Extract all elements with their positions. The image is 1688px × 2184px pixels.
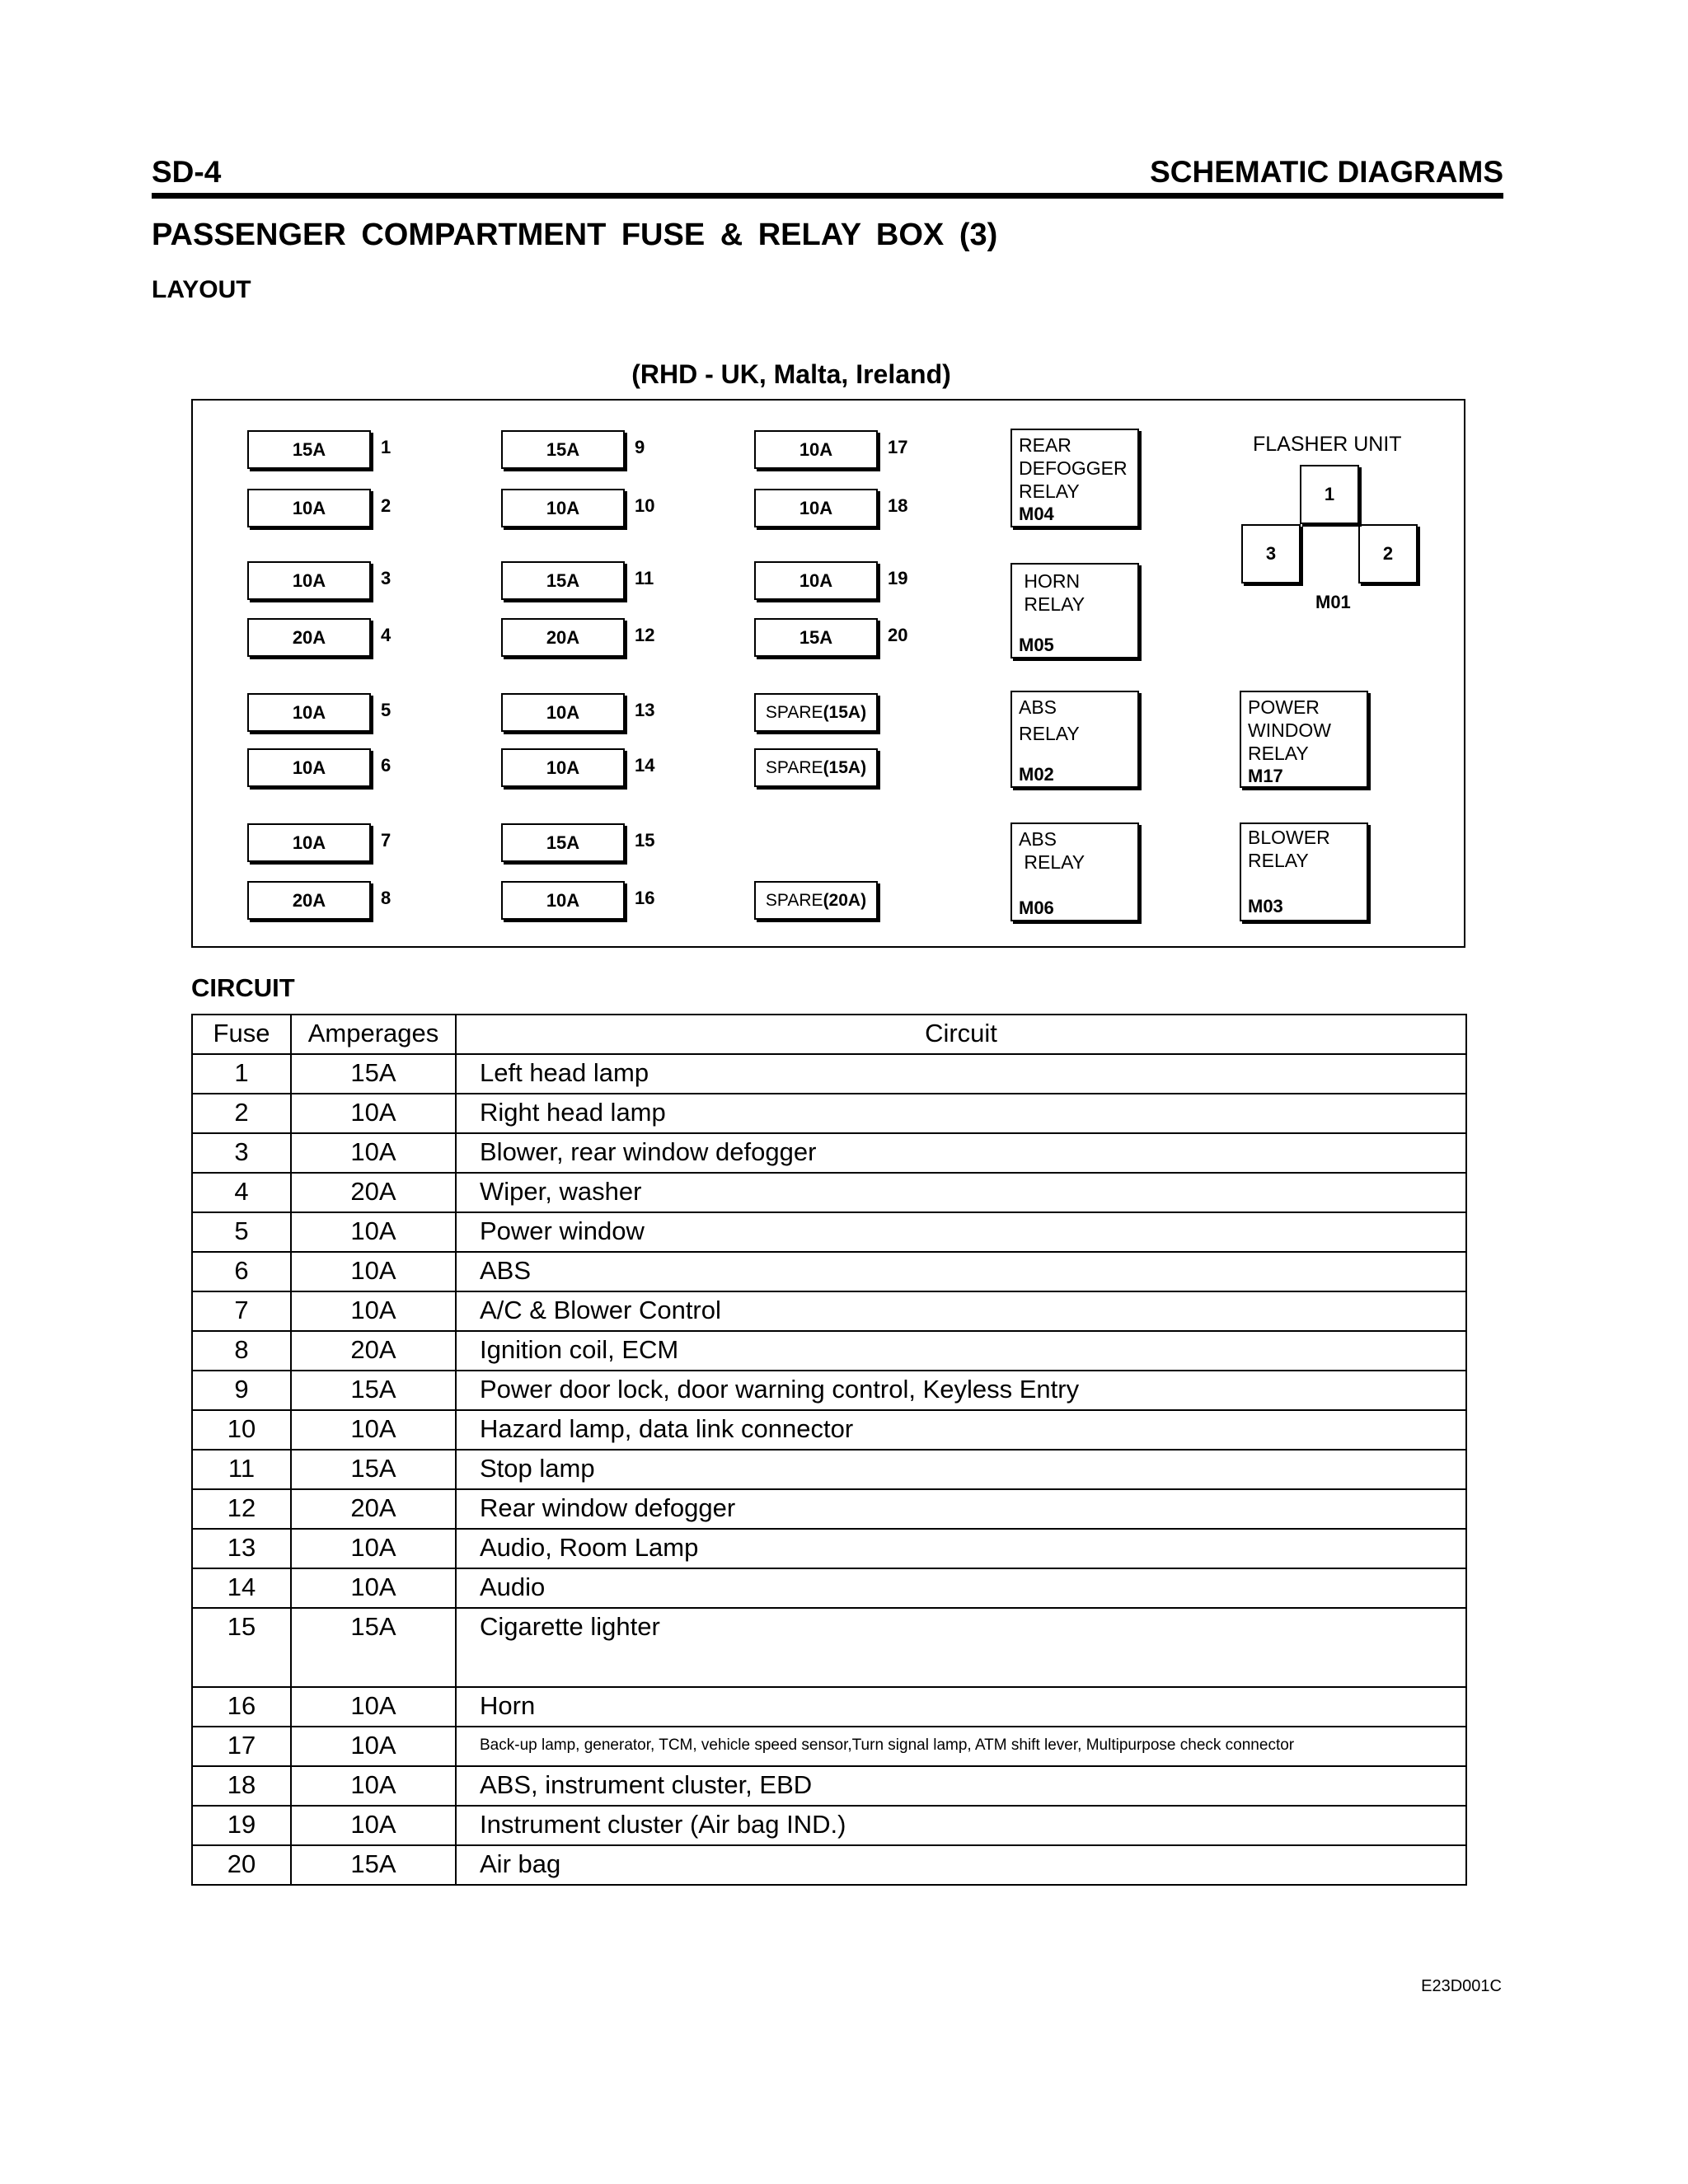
cell-fuse: 8 <box>192 1331 291 1371</box>
cell-amperage: 10A <box>291 1133 456 1173</box>
cell-fuse: 1 <box>192 1054 291 1094</box>
fuse-number-10: 10 <box>635 495 655 516</box>
table-row <box>192 1133 1466 1173</box>
page-title: PASSENGER COMPARTMENT FUSE & RELAY BOX (3) <box>152 218 998 252</box>
circuit-heading: CIRCUIT <box>191 973 295 1002</box>
cell-amperage: 10A <box>291 1094 456 1133</box>
fuse-number-15: 15 <box>635 830 655 851</box>
relay-code: M04 <box>1019 504 1054 524</box>
cell-amperage: 15A <box>291 1608 456 1687</box>
table-row <box>192 1806 1466 1845</box>
flasher-pin-1: 1 <box>1300 465 1359 524</box>
cell-fuse: 12 <box>192 1489 291 1529</box>
spare-label: SPARE <box>765 890 823 910</box>
cell-amperage: 20A <box>291 1331 456 1371</box>
cell-amperage: 15A <box>291 1054 456 1094</box>
table-row <box>192 1252 1466 1291</box>
relay-m06 <box>1010 823 1139 921</box>
cell-fuse: 19 <box>192 1806 291 1845</box>
fuse-18: 10A <box>754 489 878 527</box>
fuse-number-2: 2 <box>381 495 392 516</box>
table-header-row <box>192 1015 1466 1054</box>
cell-amperage: 20A <box>291 1489 456 1529</box>
fuse-15: 15A <box>501 823 625 862</box>
relay-label-line: HORN <box>1019 570 1081 592</box>
relay-label-line: RELAY <box>1019 851 1085 873</box>
cell-amperage: 15A <box>291 1371 456 1410</box>
relay-label-line: RELAY <box>1019 593 1085 615</box>
section-title: SCHEMATIC DIAGRAMS <box>1150 155 1503 189</box>
fuse-number-14: 14 <box>635 755 655 776</box>
fuse-number-12: 12 <box>635 625 655 645</box>
spare-fuse <box>754 748 878 787</box>
fuse-14: 10A <box>501 748 625 787</box>
fuse-number-7: 7 <box>381 830 392 851</box>
table-row <box>192 1371 1466 1410</box>
cell-amperage: 10A <box>291 1766 456 1806</box>
cell-amperage: 20A <box>291 1173 456 1212</box>
cell-circuit: Rear window defogger <box>456 1489 1466 1529</box>
cell-fuse: 10 <box>192 1410 291 1450</box>
cell-circuit: Air bag <box>456 1845 1466 1885</box>
table-row <box>192 1766 1466 1806</box>
relay-m05 <box>1010 563 1139 658</box>
relay-label-line: WINDOW <box>1248 719 1331 741</box>
cell-fuse: 5 <box>192 1212 291 1252</box>
fuse-number-1: 1 <box>381 437 392 457</box>
cell-fuse: 14 <box>192 1568 291 1608</box>
cell-fuse: 20 <box>192 1845 291 1885</box>
column-header-amperages: Amperages <box>291 1015 456 1054</box>
column-header-circuit: Circuit <box>456 1015 1466 1054</box>
fuse-number-9: 9 <box>635 437 645 457</box>
fuse-2: 10A <box>247 489 371 527</box>
table-row <box>192 1173 1466 1212</box>
fuse-13: 10A <box>501 693 625 732</box>
cell-circuit: Horn <box>456 1687 1466 1727</box>
table-row <box>192 1054 1466 1094</box>
cell-circuit: ABS, instrument cluster, EBD <box>456 1766 1466 1806</box>
fuse-number-4: 4 <box>381 625 392 645</box>
cell-amperage: 10A <box>291 1727 456 1766</box>
fuse-5: 10A <box>247 693 371 732</box>
cell-circuit: Hazard lamp, data link connector <box>456 1410 1466 1450</box>
relay-m04 <box>1010 429 1139 527</box>
spare-rating: (15A) <box>823 702 867 722</box>
fuse-number-16: 16 <box>635 888 655 908</box>
cell-fuse: 2 <box>192 1094 291 1133</box>
cell-amperage: 15A <box>291 1450 456 1489</box>
relay-label-line: ABS <box>1019 828 1057 850</box>
spare-label: SPARE <box>765 702 823 722</box>
cell-circuit: Ignition coil, ECM <box>456 1331 1466 1371</box>
relay-label-line: RELAY <box>1019 480 1080 502</box>
table-row <box>192 1687 1466 1727</box>
flasher-code: M01 <box>1315 592 1351 612</box>
cell-fuse: 16 <box>192 1687 291 1727</box>
fuse-11: 15A <box>501 561 625 600</box>
cell-circuit: Right head lamp <box>456 1094 1466 1133</box>
cell-amperage: 10A <box>291 1410 456 1450</box>
flasher-unit-label: FLASHER UNIT <box>1253 433 1402 456</box>
table-row <box>192 1331 1466 1371</box>
relay-label-line: POWER <box>1248 696 1320 718</box>
table-row <box>192 1410 1466 1450</box>
relay-label-line: RELAY <box>1248 850 1309 871</box>
relay-m03 <box>1240 823 1368 921</box>
cell-fuse: 18 <box>192 1766 291 1806</box>
cell-fuse: 11 <box>192 1450 291 1489</box>
relay-code: M05 <box>1019 635 1054 655</box>
table-row <box>192 1845 1466 1885</box>
fuse-8: 20A <box>247 881 371 920</box>
cell-amperage: 10A <box>291 1252 456 1291</box>
cell-circuit: Audio <box>456 1568 1466 1608</box>
cell-amperage: 10A <box>291 1806 456 1845</box>
cell-circuit: Wiper, washer <box>456 1173 1466 1212</box>
fuse-number-8: 8 <box>381 888 392 908</box>
cell-circuit: A/C & Blower Control <box>456 1291 1466 1331</box>
table-row <box>192 1450 1466 1489</box>
cell-fuse: 6 <box>192 1252 291 1291</box>
relay-m02 <box>1010 691 1139 788</box>
table-row <box>192 1489 1466 1529</box>
relay-label-line: BLOWER <box>1248 827 1330 848</box>
relay-code: M17 <box>1248 766 1283 786</box>
fuse-number-3: 3 <box>381 568 392 588</box>
fuse-number-19: 19 <box>888 568 908 588</box>
cell-circuit: Stop lamp <box>456 1450 1466 1489</box>
relay-label-line: RELAY <box>1248 743 1309 764</box>
relay-code: M06 <box>1019 898 1054 918</box>
fuse-16: 10A <box>501 881 625 920</box>
cell-fuse: 15 <box>192 1608 291 1687</box>
fuse-17: 10A <box>754 430 878 469</box>
cell-amperage: 15A <box>291 1845 456 1885</box>
relay-code: M02 <box>1019 764 1054 785</box>
table-row <box>192 1727 1466 1766</box>
column-header-fuse: Fuse <box>192 1015 291 1054</box>
fuse-number-20: 20 <box>888 625 908 645</box>
cell-amperage: 10A <box>291 1212 456 1252</box>
spare-fuse <box>754 693 878 732</box>
fuse-19: 10A <box>754 561 878 600</box>
header-rule <box>152 193 1503 199</box>
spare-rating: (15A) <box>823 757 867 777</box>
spare-fuse <box>754 881 878 920</box>
cell-amperage: 10A <box>291 1529 456 1568</box>
fuse-4: 20A <box>247 618 371 657</box>
fuse-3: 10A <box>247 561 371 600</box>
fuse-10: 10A <box>501 489 625 527</box>
cell-amperage: 10A <box>291 1687 456 1727</box>
fuse-number-5: 5 <box>381 700 392 720</box>
fuse-number-11: 11 <box>635 568 654 588</box>
circuit-table <box>191 1014 1467 1886</box>
cell-circuit: Power window <box>456 1212 1466 1252</box>
table-row <box>192 1568 1466 1608</box>
table-row <box>192 1529 1466 1568</box>
relay-label-line: RELAY <box>1019 723 1080 744</box>
cell-fuse: 17 <box>192 1727 291 1766</box>
fuse-9: 15A <box>501 430 625 469</box>
flasher-pin-3: 3 <box>1241 524 1301 583</box>
cell-amperage: 10A <box>291 1568 456 1608</box>
cell-circuit: Left head lamp <box>456 1054 1466 1094</box>
cell-circuit: Back-up lamp, generator, TCM, vehicle speed sensor,Turn signal lamp, ATM shift lever, Multipurpose check connector <box>456 1727 1466 1766</box>
table-row <box>192 1608 1466 1687</box>
spare-label: SPARE <box>765 757 823 777</box>
cell-circuit: Blower, rear window defogger <box>456 1133 1466 1173</box>
layout-heading: LAYOUT <box>152 276 251 303</box>
cell-circuit: Power door lock, door warning control, Keyless Entry <box>456 1371 1466 1410</box>
cell-fuse: 4 <box>192 1173 291 1212</box>
fuse-7: 10A <box>247 823 371 862</box>
page-code: SD-4 <box>152 155 222 189</box>
relay-label-line: REAR <box>1019 434 1071 456</box>
cell-amperage: 10A <box>291 1291 456 1331</box>
relay-m17 <box>1240 691 1368 788</box>
cell-fuse: 7 <box>192 1291 291 1331</box>
fuse-number-18: 18 <box>888 495 908 516</box>
relay-code: M03 <box>1248 896 1283 916</box>
fuse-12: 20A <box>501 618 625 657</box>
table-row <box>192 1212 1466 1252</box>
fuse-number-13: 13 <box>635 700 655 720</box>
cell-circuit: ABS <box>456 1252 1466 1291</box>
fuse-number-17: 17 <box>888 437 908 457</box>
fuse-number-6: 6 <box>381 755 392 776</box>
document-code: E23D001C <box>1421 1977 1502 1995</box>
spare-rating: (20A) <box>823 890 867 910</box>
fuse-6: 10A <box>247 748 371 787</box>
table-row <box>192 1291 1466 1331</box>
cell-fuse: 13 <box>192 1529 291 1568</box>
diagram-title: (RHD - UK, Malta, Ireland) <box>631 359 951 389</box>
cell-circuit: Audio, Room Lamp <box>456 1529 1466 1568</box>
cell-circuit: Instrument cluster (Air bag IND.) <box>456 1806 1466 1845</box>
fuse-1: 15A <box>247 430 371 469</box>
cell-fuse: 9 <box>192 1371 291 1410</box>
relay-label-line: DEFOGGER <box>1019 457 1128 479</box>
table-row <box>192 1094 1466 1133</box>
cell-circuit: Cigarette lighter <box>456 1608 1466 1687</box>
cell-fuse: 3 <box>192 1133 291 1173</box>
flasher-pin-2: 2 <box>1358 524 1418 583</box>
fuse-20: 15A <box>754 618 878 657</box>
relay-label-line: ABS <box>1019 696 1057 718</box>
